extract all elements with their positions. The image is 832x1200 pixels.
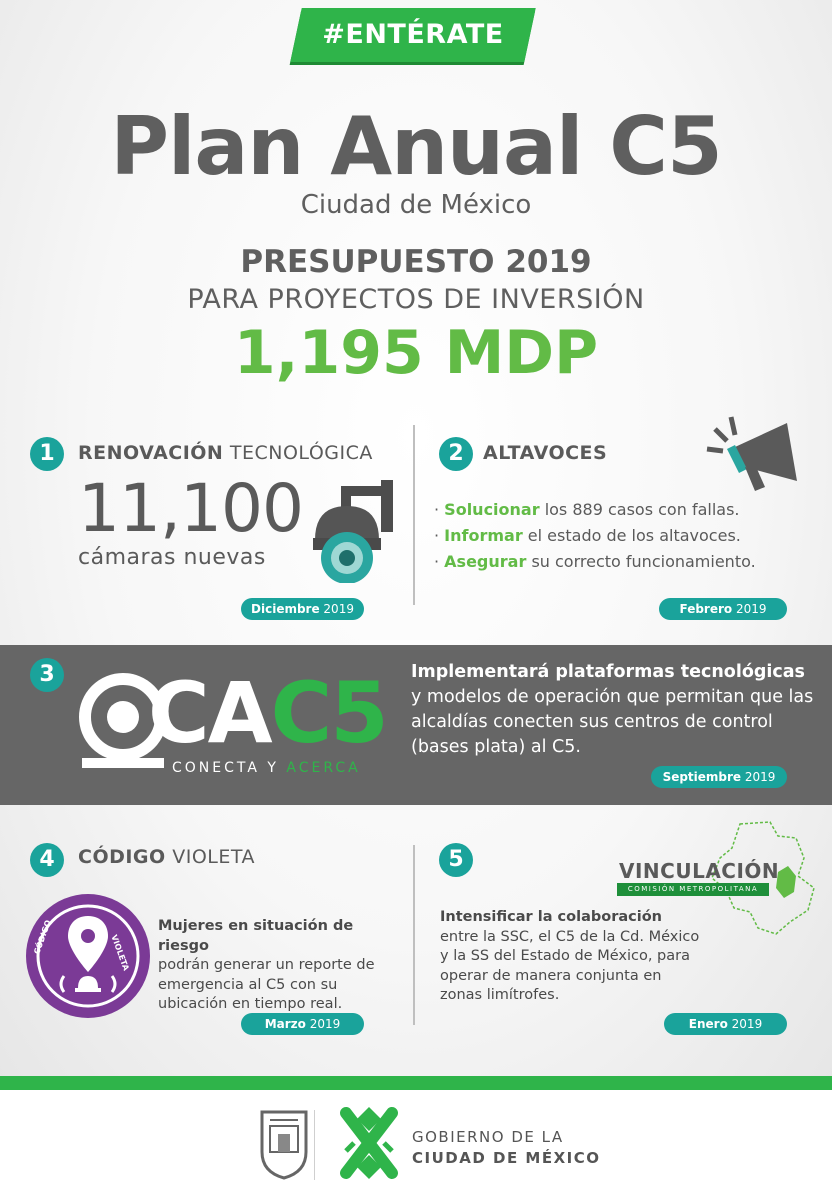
budget-subtitle: PARA PROYECTOS DE INVERSIÓN <box>187 284 645 315</box>
section-2-heading-bold: ALTAVOCES <box>483 442 608 464</box>
section-5-text-rest: entre la SSC, el C5 de la Cd. México y la SS del Estado de México, para operar de manera conjunta en zonas limítrofes. <box>440 928 700 1003</box>
section-5-date <box>664 1013 787 1035</box>
section-3-date-year: 2019 <box>741 770 776 784</box>
budget-title: PRESUPUESTO 2019 <box>240 244 592 280</box>
government-name <box>412 1127 601 1169</box>
bullet-text: su correcto funcionamiento. <box>526 552 756 571</box>
codigo-violeta-badge-icon <box>24 892 152 1020</box>
bullet-verb: Informar <box>444 526 523 545</box>
section-1-heading-rest: TECNOLÓGICA <box>223 442 373 464</box>
cac5-tagline <box>172 760 361 776</box>
page-title: Plan Anual C5 <box>110 100 722 193</box>
section-2-number: 2 <box>439 437 473 471</box>
section-1-date-year: 2019 <box>319 602 354 616</box>
section-1-heading-bold: RENOVACIÓN <box>78 442 224 464</box>
section-4-heading-rest: VIOLETA <box>165 846 256 868</box>
section-2-date <box>659 598 787 620</box>
section-1-date-month: Diciembre <box>251 602 320 616</box>
cac5-logo <box>148 664 387 762</box>
section-4-date-year: 2019 <box>305 1017 341 1031</box>
section-4-heading-bold: CÓDIGO <box>78 846 166 868</box>
section-4-date <box>241 1013 364 1035</box>
vinculacion-logo-sub: COMISIÓN METROPOLITANA <box>617 883 769 896</box>
altavoces-list <box>434 497 756 575</box>
section-5-date-month: Enero <box>688 1017 728 1031</box>
cameras-count: 11,100 <box>78 470 303 547</box>
section-3-text-rest: y modelos de operación que permitan que las alcaldías conecten sus centros de control (bases plata) al C5. <box>411 687 814 757</box>
section-2-date-year: 2019 <box>732 602 767 616</box>
government-line-1: GOBIERNO DE LA <box>412 1128 564 1146</box>
list-item: · Asegurar su correcto funcionamiento. <box>434 552 756 571</box>
section-4-text <box>158 917 398 1015</box>
section-1-date <box>241 598 364 620</box>
section-4-text-rest: podrán generar un reporte de emergencia al C5 con su ubicación en tiempo real. <box>158 957 375 1012</box>
section-5-date-year: 2019 <box>727 1017 763 1031</box>
section-5-text <box>440 908 702 1006</box>
security-camera-icon <box>305 478 405 583</box>
section-2-heading <box>483 442 607 464</box>
section-1-number: 1 <box>30 437 64 471</box>
budget-amount: 1,195 MDP <box>233 318 599 388</box>
bullet-text: el estado de los altavoces. <box>522 526 741 545</box>
section-4-date-month: Marzo <box>264 1017 306 1031</box>
cac5-tagline-green: ACERCA <box>286 760 361 776</box>
list-item: · Solucionar los 889 casos con fallas. <box>434 500 740 519</box>
section-3-date <box>651 766 787 788</box>
cameras-caption: cámaras nuevas <box>78 545 266 570</box>
section-2-date-month: Febrero <box>679 602 733 616</box>
section-3-text-bold: Implementará plataformas tecnológicas <box>411 662 805 682</box>
badge-text: #ENTÉRATE <box>322 19 504 50</box>
list-item: · Informar el estado de los altavoces. <box>434 526 741 545</box>
section-3-number: 3 <box>30 658 64 692</box>
footer-separator <box>314 1110 315 1180</box>
vertical-divider-top <box>413 425 415 605</box>
badge-text-right: VIOLETA <box>109 933 131 972</box>
page-subtitle: Ciudad de México <box>300 190 532 220</box>
vinculacion-logo-title: VINCULACIÓN <box>619 859 780 883</box>
footer-green-strip <box>0 1076 832 1090</box>
cac5-logo-green: C5 <box>270 664 387 762</box>
section-4-text-bold: Mujeres en situación de riesgo <box>158 918 354 954</box>
section-5-number: 5 <box>439 843 473 877</box>
government-line-2: CIUDAD DE MÉXICO <box>412 1149 601 1167</box>
megaphone-icon <box>705 415 810 495</box>
section-5-text-bold: Intensificar la colaboración <box>440 909 662 925</box>
bullet-verb: Solucionar <box>444 500 540 519</box>
vertical-divider-bottom <box>413 845 415 1025</box>
cdmx-logo-icon <box>334 1103 404 1183</box>
badge-text-left: CÓDIGO <box>32 918 54 956</box>
section-3-text <box>411 660 821 760</box>
bullet-text: los 889 casos con fallas. <box>539 500 740 519</box>
cac5-logo-white: CA <box>148 664 271 762</box>
section-4-number: 4 <box>30 843 64 877</box>
coat-of-arms-icon <box>258 1108 310 1180</box>
section-3-date-month: Septiembre <box>662 770 742 784</box>
bullet-verb: Asegurar <box>444 552 527 571</box>
section-1-heading <box>78 442 373 464</box>
cac5-tagline-white: CONECTA Y <box>172 760 287 776</box>
section-4-heading <box>78 846 255 868</box>
